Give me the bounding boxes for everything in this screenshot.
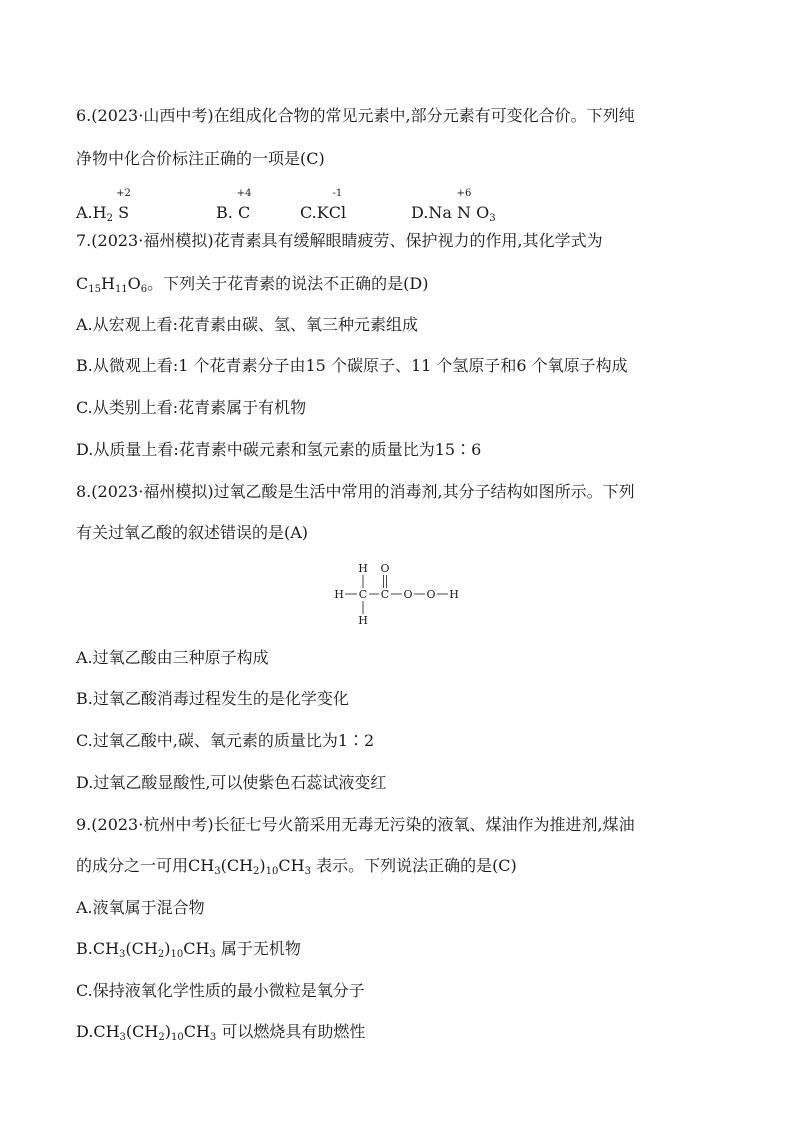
q6-options [76,183,676,223]
q8-stem-line1: 8.(2023·福州模拟)过氧乙酸是生活中常用的消毒剂,其分子结构如图所示。下列 [76,482,635,501]
q8-stem-line2: 有关过氧乙酸的叙述错误的是(A) [76,523,309,542]
q6-option-d-valence: +6 [456,188,472,199]
q6-option-d: D.Na +6 N $O_3$ [411,188,496,224]
q8-option-c: C.过氧乙酸中,碳、氧元素的质量比为1∶2 [76,731,375,750]
struct-h-right: H [449,588,459,601]
q6-option-b-valence: +4 [236,188,252,199]
q6-option-c-element: -1 Cl [328,188,347,222]
q8-option-d: D.过氧乙酸显酸性,可以使紫色石蕊试液变红 [76,773,387,792]
q7-stem-line1: 7.(2023·福州模拟)花青素具有缓解眼睛疲劳、保护视力的作用,其化学式为 [76,231,603,250]
q7-option-d: D.从质量上看:花青素中碳元素和氢元素的质量比为15∶6 [76,440,482,459]
struct-h-top: H [358,562,368,575]
q9-option-a: A.液氧属于混合物 [76,898,205,917]
q7-option-a: A.从宏观上看:花青素由碳、氢、氧三种元素组成 [76,315,419,334]
q9-option-d: $D.CH_3(CH_2)_{10}CH_3$ 可以燃烧具有助燃性 [76,1022,366,1043]
q6-option-d-element: +6 N [456,188,472,222]
peracetic-acid-structure [330,560,470,630]
q6-option-c: C.K -1 Cl [300,188,347,222]
q7-option-b: B.从微观上看:1 个花青素分子由15 个碳原子、11 个氢原子和6 个氧原子构成 [76,356,628,375]
struct-h-left: H [334,588,344,601]
q8-option-a: A.过氧乙酸由三种原子构成 [76,648,269,667]
q9-stem-line1: 9.(2023·杭州中考)长征七号火箭采用无毒无污染的液氧、煤油作为推进剂,煤油 [76,815,635,834]
q9-stem-line2: 的成分之一可用$CH_3(CH_2)_{10}CH_3$ 表示。下列说法正确的是(C) [76,856,517,877]
struct-o1: O [403,588,413,601]
q9-option-b-formula: $CH_3(CH_2)_{10}CH_3$ [92,939,216,960]
q6-option-c-valence: -1 [332,188,343,199]
struct-o2: O [426,588,436,601]
struct-c2: C [380,588,390,601]
q6-option-b: B. +4 C [216,188,252,222]
q6-stem-line1: 6.(2023·山西中考)在组成化合物的常见元素中,部分元素有可变化合价。下列纯 [76,106,635,125]
q7-option-c: C.从类别上看:花青素属于有机物 [76,398,307,417]
struct-c1: C [358,588,368,601]
q7-stem-line2: $C_{15}H_{11}O_6$。下列关于花青素的说法不正确的是(D) [76,274,429,295]
q9-option-d-formula: $CH_3(CH_2)_{10}CH_3$ [93,1022,217,1043]
q9-option-c: C.保持液氧化学性质的最小微粒是氧分子 [76,981,365,1000]
q6-option-a-element: +2 S [116,188,131,222]
q9-option-b: $B.CH_3(CH_2)_{10}CH_3$ 属于无机物 [76,939,301,960]
q6-option-b-element: +4 C [236,188,252,222]
q6-stem-line2: 净物中化合价标注正确的一项是(C) [76,149,325,168]
q9-formula: $CH_3(CH_2)_{10}CH_3$ [188,856,311,877]
q8-option-b: B.过氧乙酸消毒过程发生的是化学变化 [76,689,349,708]
q6-option-a: $A.H_2$ +2 S [76,188,131,224]
struct-o-double: O [380,562,390,575]
struct-h-bottom: H [358,614,368,627]
q6-option-a-valence: +2 [116,188,131,199]
